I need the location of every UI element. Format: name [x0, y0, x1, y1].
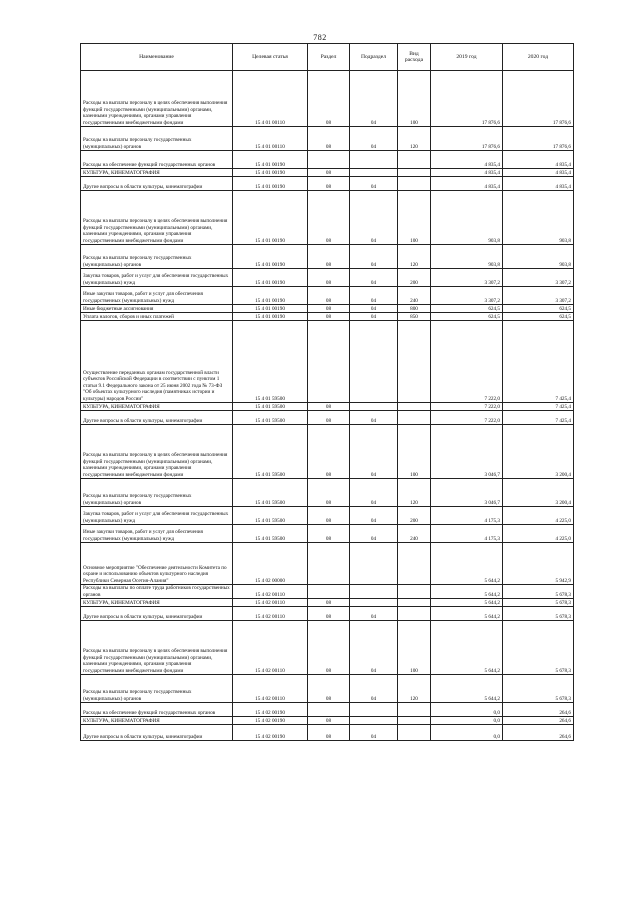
cell-section: 08 [308, 169, 350, 177]
header-2020: 2020 год [503, 44, 574, 71]
cell-name: Расходы на выплаты по оплате труда работников государственных органов [81, 585, 233, 599]
cell-y2020: 624,5 [503, 313, 574, 321]
cell-section: 08 [308, 525, 350, 543]
cell-name: Расходы на обеспечение функций государственных органов [81, 151, 233, 169]
cell-name: КУЛЬТУРА, КИНЕМАТОГРАФИЯ [81, 169, 233, 177]
cell-code: 15 4 01 00190 [233, 287, 308, 305]
cell-subsection [350, 543, 398, 585]
cell-subsection: 04 [350, 479, 398, 507]
cell-name: Расходы на обеспечение функций государственных органов [81, 703, 233, 717]
table-body [81, 71, 574, 741]
cell-name: Другие вопросы в области культуры, кинематографии [81, 607, 233, 621]
cell-name: Закупка товаров, работ и услуг для обеспечения государственных (муниципальных) нужд [81, 507, 233, 525]
table-row [81, 607, 574, 621]
cell-y2019: 3 307,2 [431, 269, 503, 287]
cell-code: 15 4 01 00190 [233, 169, 308, 177]
cell-name: Расходы на выплаты персоналу в целях обеспечения выполнения функций государственными (муниципальными) органами, казенными учреждениями, органами управления государственными внебюджетными фондами [81, 191, 233, 245]
cell-type: 200 [398, 507, 431, 525]
cell-code: 15 4 01 59500 [233, 411, 308, 425]
cell-type [398, 607, 431, 621]
cell-subsection: 04 [350, 507, 398, 525]
cell-type: 100 [398, 71, 431, 127]
cell-code: 15 4 01 00190 [233, 151, 308, 169]
cell-y2019: 5 644,2 [431, 675, 503, 703]
cell-code: 15 4 02 00110 [233, 585, 308, 599]
cell-subsection [350, 403, 398, 411]
cell-name: Расходы на выплаты персоналу государственных (муниципальных) органов [81, 479, 233, 507]
cell-section: 08 [308, 305, 350, 313]
cell-subsection: 04 [350, 71, 398, 127]
cell-name: КУЛЬТУРА, КИНЕМАТОГРАФИЯ [81, 599, 233, 607]
cell-code: 15 4 01 00190 [233, 177, 308, 191]
cell-y2019: 5 644,2 [431, 585, 503, 599]
cell-code: 15 4 02 00110 [233, 675, 308, 703]
header-section: Раздел [308, 44, 350, 71]
cell-code: 15 4 02 00110 [233, 607, 308, 621]
cell-y2020: 624,5 [503, 305, 574, 313]
cell-name: Расходы на выплаты персоналу государственных (муниципальных) органов [81, 675, 233, 703]
cell-y2019: 17 876,6 [431, 127, 503, 151]
cell-y2020: 3 307,2 [503, 287, 574, 305]
table-row [81, 403, 574, 411]
cell-y2020: 17 876,6 [503, 127, 574, 151]
cell-code: 15 4 02 00190 [233, 725, 308, 741]
cell-y2019: 4 835,4 [431, 177, 503, 191]
cell-subsection [350, 169, 398, 177]
cell-y2020: 5 678,3 [503, 675, 574, 703]
table-row [81, 287, 574, 305]
cell-y2020: 4 225,0 [503, 525, 574, 543]
cell-type [398, 321, 431, 403]
cell-y2020: 903,8 [503, 191, 574, 245]
cell-type: 240 [398, 287, 431, 305]
cell-code: 15 4 01 00190 [233, 191, 308, 245]
cell-section: 08 [308, 403, 350, 411]
cell-code: 15 4 02 00110 [233, 621, 308, 675]
cell-section: 08 [308, 607, 350, 621]
cell-y2019: 0,0 [431, 725, 503, 741]
cell-type: 120 [398, 245, 431, 269]
cell-code: 15 4 01 59500 [233, 507, 308, 525]
cell-y2019: 4 175,3 [431, 507, 503, 525]
cell-name: Иные бюджетные ассигнования [81, 305, 233, 313]
cell-y2020: 3 200,4 [503, 479, 574, 507]
cell-y2020: 5 678,3 [503, 607, 574, 621]
cell-section: 08 [308, 313, 350, 321]
cell-name: Расходы на выплаты персоналу в целях обеспечения выполнения функций государственными (муниципальными) органами, казенными учреждениями, органами управления государственными внебюджетными фондами [81, 71, 233, 127]
cell-y2020: 7 425,4 [503, 411, 574, 425]
cell-code: 15 4 01 59500 [233, 425, 308, 479]
cell-y2020: 264,6 [503, 717, 574, 725]
cell-type: 120 [398, 479, 431, 507]
cell-y2019: 0,0 [431, 703, 503, 717]
cell-type: 200 [398, 269, 431, 287]
cell-type [398, 543, 431, 585]
cell-code: 15 4 01 59500 [233, 525, 308, 543]
cell-subsection: 04 [350, 621, 398, 675]
cell-section [308, 151, 350, 169]
cell-code: 15 4 02 00190 [233, 703, 308, 717]
table-row [81, 305, 574, 313]
table-row [81, 191, 574, 245]
cell-section: 08 [308, 507, 350, 525]
cell-type: 100 [398, 191, 431, 245]
table-row [81, 717, 574, 725]
header-subsection: Подраздел [350, 44, 398, 71]
cell-subsection: 04 [350, 127, 398, 151]
cell-y2020: 4 835,4 [503, 169, 574, 177]
table-row [81, 479, 574, 507]
cell-name: Другие вопросы в области культуры, кинематографии [81, 411, 233, 425]
cell-type: 100 [398, 425, 431, 479]
table-row [81, 151, 574, 169]
header-name: Наименование [81, 44, 233, 71]
cell-name: Расходы на выплаты персоналу государственных (муниципальных) органов [81, 245, 233, 269]
table-row [81, 411, 574, 425]
cell-code: 15 4 01 00190 [233, 313, 308, 321]
cell-section [308, 543, 350, 585]
cell-name: Иные закупки товаров, работ и услуг для обеспечения государственных (муниципальных) нужд [81, 287, 233, 305]
cell-y2019: 903,8 [431, 245, 503, 269]
table-row [81, 703, 574, 717]
page-number: 782 [313, 33, 327, 42]
cell-name: Расходы на выплаты персоналу государственных (муниципальных) органов [81, 127, 233, 151]
cell-section: 08 [308, 127, 350, 151]
cell-y2019: 903,8 [431, 191, 503, 245]
cell-name: Другие вопросы в области культуры, кинематографии [81, 177, 233, 191]
cell-name: Расходы на выплаты персоналу в целях обеспечения выполнения функций государственными (муниципальными) органами, казенными учреждениями, органами управления государственными внебюджетными фондами [81, 621, 233, 675]
cell-y2020: 5 678,3 [503, 585, 574, 599]
cell-subsection [350, 599, 398, 607]
cell-code: 15 4 01 59500 [233, 479, 308, 507]
cell-section: 08 [308, 621, 350, 675]
cell-type: 850 [398, 313, 431, 321]
table-row [81, 245, 574, 269]
cell-name: Закупка товаров, работ и услуг для обеспечения государственных (муниципальных) нужд [81, 269, 233, 287]
cell-y2019: 7 222,0 [431, 321, 503, 403]
cell-type: 100 [398, 621, 431, 675]
cell-code: 15 4 02 00000 [233, 543, 308, 585]
cell-code: 15 4 01 00190 [233, 269, 308, 287]
cell-section: 08 [308, 245, 350, 269]
cell-y2020: 264,6 [503, 703, 574, 717]
table-header-row [81, 44, 574, 71]
table-row [81, 675, 574, 703]
cell-section: 08 [308, 269, 350, 287]
cell-section [308, 585, 350, 599]
table-row [81, 321, 574, 403]
cell-y2020: 3 307,2 [503, 269, 574, 287]
cell-name: КУЛЬТУРА, КИНЕМАТОГРАФИЯ [81, 403, 233, 411]
header-expense-type: Вид расхода [398, 44, 431, 71]
table-row [81, 525, 574, 543]
table-row [81, 269, 574, 287]
cell-type [398, 703, 431, 717]
table-row [81, 507, 574, 525]
cell-type [398, 717, 431, 725]
cell-y2019: 7 222,0 [431, 411, 503, 425]
cell-code: 15 4 01 00190 [233, 245, 308, 269]
cell-type: 120 [398, 127, 431, 151]
cell-y2019: 624,5 [431, 305, 503, 313]
cell-subsection: 04 [350, 305, 398, 313]
cell-y2020: 17 876,6 [503, 71, 574, 127]
cell-y2019: 4 835,4 [431, 169, 503, 177]
cell-y2019: 3 307,2 [431, 287, 503, 305]
cell-type [398, 411, 431, 425]
cell-code: 15 4 01 00110 [233, 71, 308, 127]
cell-y2019: 5 644,2 [431, 621, 503, 675]
cell-subsection: 04 [350, 191, 398, 245]
cell-y2020: 4 225,0 [503, 507, 574, 525]
budget-table [80, 43, 574, 741]
cell-section: 08 [308, 177, 350, 191]
cell-section: 08 [308, 599, 350, 607]
cell-name: Уплата налогов, сборов и иных платежей [81, 313, 233, 321]
cell-subsection: 04 [350, 245, 398, 269]
cell-y2020: 903,8 [503, 245, 574, 269]
cell-section: 08 [308, 191, 350, 245]
cell-subsection: 04 [350, 177, 398, 191]
header-target-article: Целевая статья [233, 44, 308, 71]
cell-y2019: 5 644,2 [431, 543, 503, 585]
cell-y2019: 7 222,0 [431, 403, 503, 411]
cell-code: 15 4 01 59500 [233, 321, 308, 403]
cell-type [398, 725, 431, 741]
cell-y2020: 7 425,4 [503, 321, 574, 403]
table-row [81, 543, 574, 585]
table-row [81, 177, 574, 191]
cell-subsection [350, 717, 398, 725]
table-row [81, 127, 574, 151]
table-row [81, 425, 574, 479]
table-row [81, 71, 574, 127]
cell-subsection: 04 [350, 313, 398, 321]
table-row [81, 585, 574, 599]
cell-y2019: 5 644,2 [431, 599, 503, 607]
cell-subsection: 04 [350, 525, 398, 543]
table-row [81, 313, 574, 321]
table-row [81, 621, 574, 675]
cell-y2020: 5 678,3 [503, 621, 574, 675]
cell-name: Расходы на выплаты персоналу в целях обеспечения выполнения функций государственными (муниципальными) органами, казенными учреждениями, органами управления государственными внебюджетными фондами [81, 425, 233, 479]
cell-type [398, 403, 431, 411]
header-2019: 2019 год [431, 44, 503, 71]
cell-y2020: 4 835,4 [503, 151, 574, 169]
cell-y2020: 5 678,3 [503, 599, 574, 607]
cell-section: 08 [308, 675, 350, 703]
cell-section [308, 321, 350, 403]
cell-subsection: 04 [350, 269, 398, 287]
cell-y2020: 4 835,4 [503, 177, 574, 191]
cell-section [308, 703, 350, 717]
cell-y2019: 4 175,3 [431, 525, 503, 543]
cell-section: 08 [308, 287, 350, 305]
cell-y2020: 264,6 [503, 725, 574, 741]
cell-subsection [350, 585, 398, 599]
cell-type [398, 169, 431, 177]
cell-subsection: 04 [350, 411, 398, 425]
cell-y2020: 7 425,4 [503, 403, 574, 411]
cell-code: 15 4 01 00110 [233, 127, 308, 151]
cell-y2020: 3 200,4 [503, 425, 574, 479]
table-row [81, 725, 574, 741]
cell-code: 15 4 01 59500 [233, 403, 308, 411]
cell-section: 08 [308, 411, 350, 425]
cell-subsection: 04 [350, 607, 398, 621]
cell-y2019: 4 835,4 [431, 151, 503, 169]
cell-type [398, 151, 431, 169]
cell-section: 08 [308, 71, 350, 127]
cell-type: 800 [398, 305, 431, 313]
cell-y2020: 5 942,9 [503, 543, 574, 585]
cell-type [398, 599, 431, 607]
cell-name: Иные закупки товаров, работ и услуг для обеспечения государственных (муниципальных) нужд [81, 525, 233, 543]
cell-name: Основное мероприятие "Обеспечение деятельности Комитета по охране и использованию объектов культурного наследия Республики Северная Осетия-Алания" [81, 543, 233, 585]
cell-code: 15 4 01 00190 [233, 305, 308, 313]
cell-name: Осуществление переданных органам государственной власти субъектов Российской Федерации в соответствии с пунктом 1 статьи 9.1 Федерального закона от 25 июня 2002 года № 73-ФЗ "Об объектах культурного наследия (памятниках истории и культуры) народов России" [81, 321, 233, 403]
cell-subsection: 04 [350, 675, 398, 703]
cell-subsection [350, 151, 398, 169]
table-row [81, 169, 574, 177]
cell-y2019: 17 876,6 [431, 71, 503, 127]
cell-section: 08 [308, 479, 350, 507]
cell-type [398, 585, 431, 599]
cell-type [398, 177, 431, 191]
cell-subsection: 04 [350, 425, 398, 479]
cell-type: 120 [398, 675, 431, 703]
cell-code: 15 4 02 00190 [233, 717, 308, 725]
cell-y2019: 624,5 [431, 313, 503, 321]
cell-section: 08 [308, 725, 350, 741]
cell-y2019: 3 046,7 [431, 425, 503, 479]
cell-subsection: 04 [350, 287, 398, 305]
cell-section: 08 [308, 717, 350, 725]
cell-section: 08 [308, 425, 350, 479]
cell-type: 240 [398, 525, 431, 543]
cell-subsection: 04 [350, 725, 398, 741]
table-row [81, 599, 574, 607]
cell-y2019: 5 644,2 [431, 607, 503, 621]
cell-y2019: 3 046,7 [431, 479, 503, 507]
cell-subsection [350, 321, 398, 403]
cell-name: Другие вопросы в области культуры, кинематографии [81, 725, 233, 741]
cell-y2019: 0,0 [431, 717, 503, 725]
cell-code: 15 4 02 00110 [233, 599, 308, 607]
cell-subsection [350, 703, 398, 717]
cell-name: КУЛЬТУРА, КИНЕМАТОГРАФИЯ [81, 717, 233, 725]
